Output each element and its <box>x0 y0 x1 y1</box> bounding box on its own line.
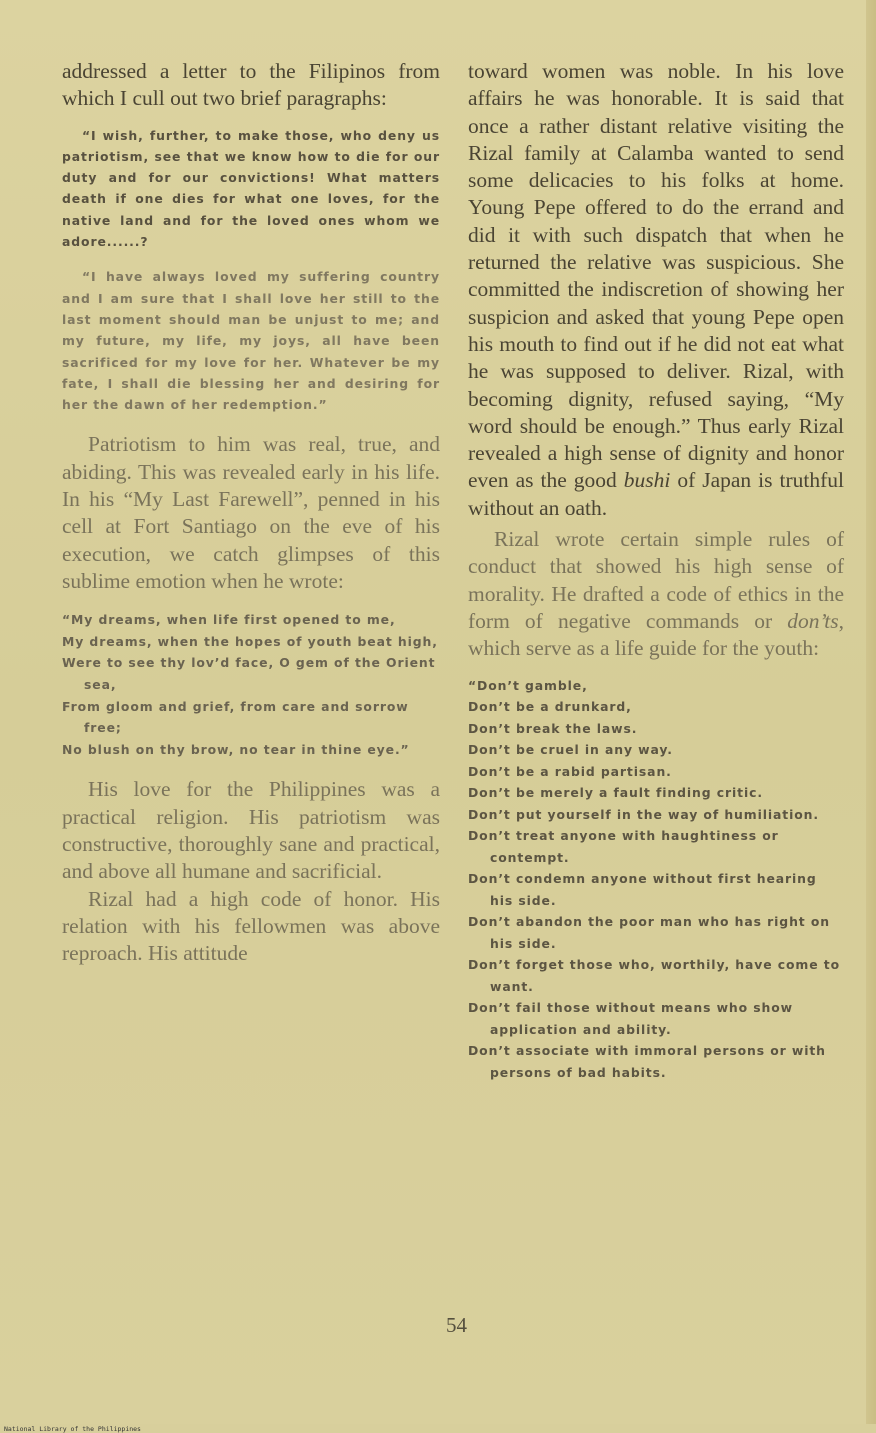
poem-line: Were to see thy lov’d face, O gem of the Orient sea, <box>62 655 436 693</box>
italic-term: don’ts <box>787 608 839 633</box>
rule-item: Don’t treat anyone with haughtiness or contempt. <box>468 828 779 865</box>
text-span: toward women was noble. In his love affairs he was honorable. It is said that once a rather distant relative visiting the Rizal family at Calamba wanted to send some delicacies to his folks at home. Young Pepe offered to do the errand and did it with such dispatch that when he returned the relative was suspicious. She committed the indiscretion of showing her suspicion and asked that young Pepe open his mouth to find out if he did not eat what he was supposed to deliver. Rizal, with becoming dignity, refused saying, “My word should be enough.” Thus early Rizal revealed a high sense of dignity and honor even as the good <box>468 59 844 493</box>
rule-item: Don’t put yourself in the way of humiliation. <box>468 806 819 822</box>
quote-paragraph-2: “I have always loved my suffering country and I am sure that I shall love her still to the last moment should man be unjust to me; and my future, my life, my joys, all have been sacrificed for my love for her. Whatever be my fate, I shall die blessing her and desiring for her the dawn of her redemption.” <box>62 269 440 413</box>
text-span: of Japan is truthful without an oath. <box>468 468 844 520</box>
honor-story-paragraph <box>468 58 844 522</box>
rule-item: “Don’t gamble, <box>468 677 588 693</box>
rule-item: Don’t be merely a fault finding critic. <box>468 785 763 801</box>
library-credit: National Library of the Philippines <box>4 1425 141 1433</box>
intro-paragraph: addressed a letter to the Filipinos from which I cull out two brief paragraphs: <box>62 59 440 111</box>
rule-item: Don’t be a rabid partisan. <box>468 763 672 779</box>
rule-item: Don’t forget those who, worthily, have come to want. <box>468 957 840 994</box>
text-span: , which serve as a life guide for the youth: <box>468 608 844 661</box>
right-column <box>468 58 844 1083</box>
quote-paragraph-1: “I wish, further, to make those, who deny us patriotism, see that we know how to die for our duty and for our convictions! What matters death if one dies for what one loves, for the native land and for the loved ones whom we adore......? <box>62 127 440 250</box>
patriotism-paragraph: Patriotism to him was real, true, and abiding. This was revealed early in his life. In his “My Last Farewell”, penned in his cell at Fort Santiago on the eve of his execution, we catch glimpses of this sublime emotion when he wrote: <box>62 432 440 593</box>
code-of-honor-paragraph: Rizal had a high code of honor. His relation with his fellowmen was above reproach. His attitude <box>62 886 440 966</box>
italic-term: bushi <box>623 468 671 493</box>
poem-line: From gloom and grief, from care and sorrow free; <box>62 698 409 736</box>
page-number: 54 <box>446 1313 467 1337</box>
poem-excerpt <box>62 609 440 760</box>
rule-item: Don’t be cruel in any way. <box>468 742 673 758</box>
poem-line: “My dreams, when life first opened to me, <box>62 612 396 628</box>
rule-item: Don’t be a drunkard, <box>468 699 632 715</box>
rules-list <box>468 675 844 1084</box>
poem-line: No blush on thy brow, no tear in thine eye.” <box>62 741 410 757</box>
rule-item: Don’t break the laws. <box>468 720 638 736</box>
rule-item: Don’t abandon the poor man who has right on his side. <box>468 914 830 951</box>
text-span: Rizal wrote certain simple rules of conduct that showed his high sense of morality. He drafted a code of ethics in the form of negative commands or <box>468 527 844 633</box>
rules-intro-paragraph <box>468 526 844 662</box>
page-edge <box>866 0 876 1424</box>
left-column <box>62 58 440 967</box>
love-philippines-paragraph: His love for the Philippines was a practical religion. His patriotism was constructive, thoroughly sane and practical, and above all humane and sacrificial. <box>62 777 440 884</box>
rule-item: Don’t associate with immoral persons or with persons of bad habits. <box>468 1043 826 1080</box>
rule-item: Don’t fail those without means who show application and ability. <box>468 1000 794 1037</box>
rule-item: Don’t condemn anyone without first hearing his side. <box>468 871 817 908</box>
poem-line: My dreams, when the hopes of youth beat high, <box>62 633 438 649</box>
